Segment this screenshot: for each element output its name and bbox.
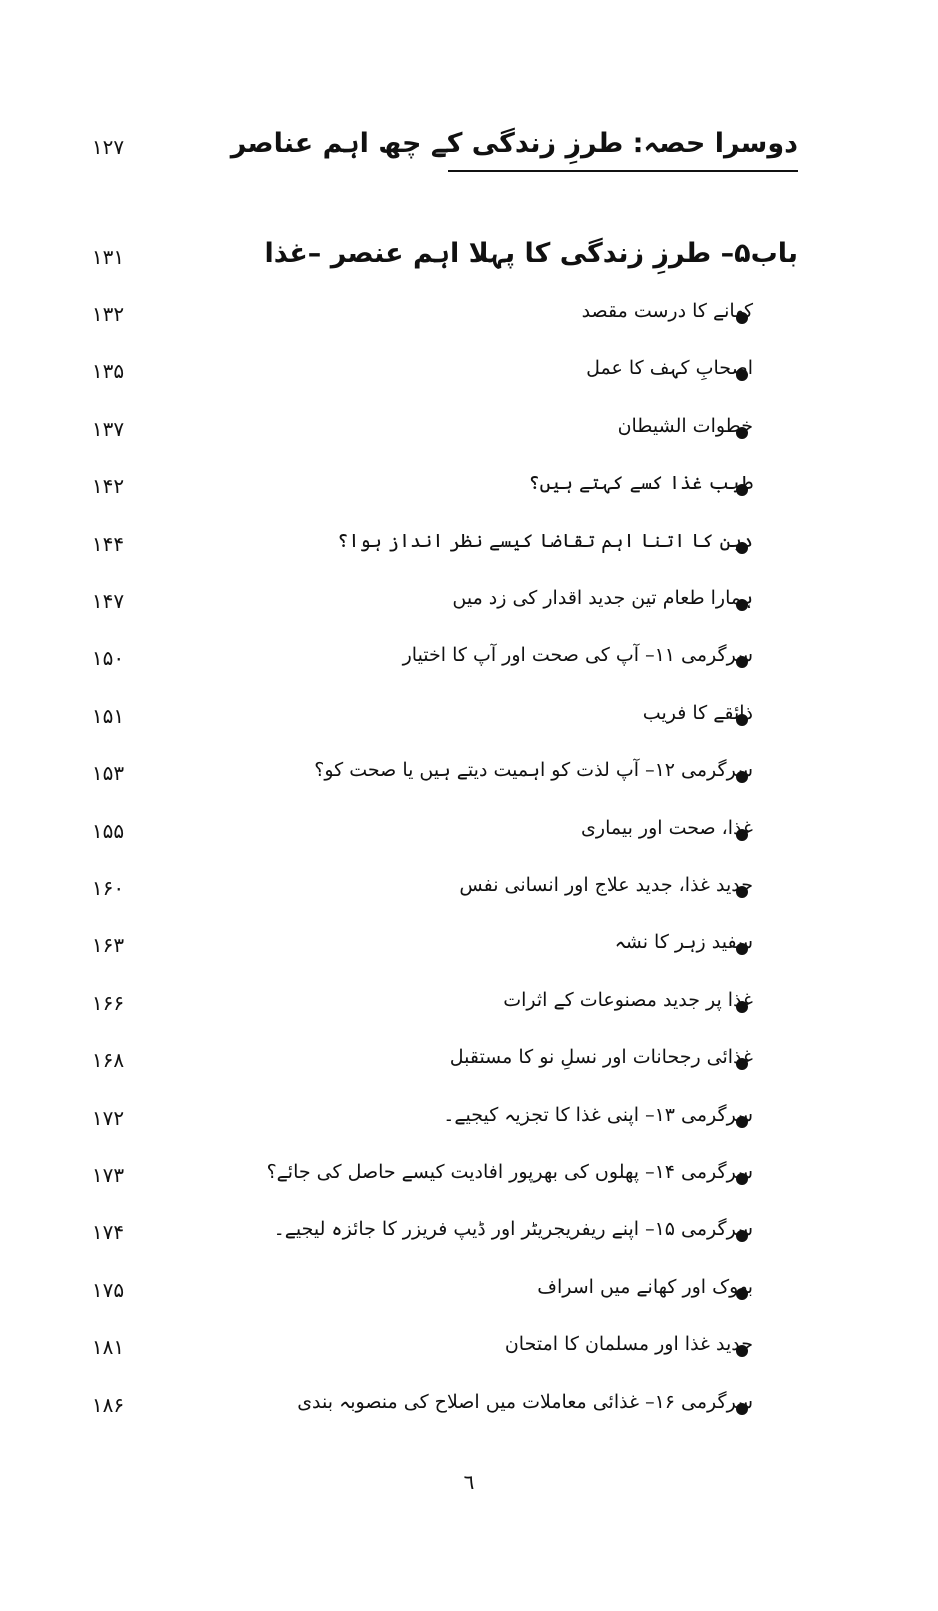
toc-entry-title: اصحابِ کہف کا عمل bbox=[586, 357, 753, 380]
toc-entry-page: ۱۵۱ bbox=[91, 703, 125, 728]
toc-entry-page: ۱۷۳ bbox=[91, 1163, 125, 1187]
toc-entry-title: سرگرمی ۱۶– غذائی معاملات میں اصلاح کی منصوبہ بندی bbox=[297, 1390, 753, 1413]
toc-entry-title: سرگرمی ۱۵– اپنے ریفریجریٹر اور ڈیپ فریزر کا جائزہ لیجیے۔ bbox=[273, 1218, 753, 1241]
toc-entry-page: ۱۶۰ bbox=[91, 876, 125, 900]
toc-entry-page: ۱۵۰ bbox=[91, 646, 125, 671]
toc-entry-page: ۱۸۱ bbox=[91, 1335, 125, 1360]
part-page-number: ۱۲۷ bbox=[91, 135, 125, 159]
toc-entry-page: ۱۴۷ bbox=[91, 589, 125, 613]
toc-entry-page: ۱۵۳ bbox=[91, 761, 125, 786]
toc-entry-page: ۱۸۶ bbox=[91, 1392, 125, 1417]
toc-entry-page: ۱۴۲ bbox=[91, 474, 125, 499]
toc-entry-title: جدید غذا اور مسلمان کا امتحان bbox=[504, 1333, 753, 1356]
chapter-page-number: ۱۳۱ bbox=[91, 245, 125, 269]
toc-entry-page: ۱۷۵ bbox=[91, 1277, 125, 1302]
toc-entry-title: سفید زہر کا نشہ bbox=[614, 931, 753, 954]
toc-entry-page: ۱۳۲ bbox=[91, 302, 125, 326]
toc-entry-title: سرگرمی ۱۳– اپنی غذا کا تجزیہ کیجیے۔ bbox=[443, 1103, 753, 1126]
toc-entry-title: ہمارا طعام تین جدید اقدار کی زد میں bbox=[452, 587, 753, 609]
part-title: دوسرا حصہ: طرزِ زندگی کے چھ اہم عناصر bbox=[230, 128, 798, 159]
toc-entry-page: ۱۴۴ bbox=[91, 531, 125, 556]
toc-entry-title: غذا پر جدید مصنوعات کے اثرات bbox=[503, 988, 753, 1011]
toc-entry-title: ذائقے کا فریب bbox=[642, 701, 753, 724]
toc-entry-title: سرگرمی ۱۱– آپ کی صحت اور آپ کا اختیار bbox=[402, 644, 753, 667]
toc-entry-title: غذائی رجحانات اور نسلِ نو کا مستقبل bbox=[449, 1046, 753, 1069]
toc-entry-title: خطوات الشیطان bbox=[617, 414, 753, 437]
part-title-underline bbox=[448, 170, 798, 172]
toc-entry-title: بھوک اور کھانے میں اسراف bbox=[537, 1275, 753, 1298]
footer-page-number: ٦ bbox=[463, 1470, 475, 1494]
toc-entry-title: جدید غذا، جدید علاج اور انسانی نفس bbox=[459, 874, 753, 896]
toc-entry-page: ۱۳۷ bbox=[91, 416, 125, 441]
toc-entry-page: ۱۶۳ bbox=[91, 933, 125, 958]
toc-entry-title: غذا، صحت اور بیماری bbox=[581, 816, 753, 839]
toc-entry-page: ۱۷۲ bbox=[91, 1105, 125, 1130]
toc-entry-title: دین کا اتنا اہم تقاضا کیسے نظر انداز ہوا؟ bbox=[337, 529, 753, 552]
toc-entry-title: سرگرمی ۱۲– آپ لذت کو اہمیت دیتے ہیں یا صحت کو؟ bbox=[314, 759, 753, 782]
toc-entry-page: ۱۳۵ bbox=[91, 359, 125, 384]
toc-entry-title: کھانے کا درست مقصد bbox=[581, 300, 753, 322]
toc-entry-page: ۱۶۸ bbox=[91, 1048, 125, 1073]
toc-entry-page: ۱۷۴ bbox=[91, 1220, 125, 1245]
toc-entry-title: سرگرمی ۱۴– پھلوں کی بھرپور افادیت کیسے حاصل کی جائے؟ bbox=[266, 1161, 753, 1183]
toc-entry-page: ۱۶۶ bbox=[91, 990, 125, 1015]
chapter-title: باب۵– طرزِ زندگی کا پہلا اہم عنصر –غذا bbox=[264, 238, 798, 269]
toc-entry-page: ۱۵۵ bbox=[91, 818, 125, 843]
toc-entry-title: طیب غذا کسے کہتے ہیں؟ bbox=[528, 472, 753, 495]
